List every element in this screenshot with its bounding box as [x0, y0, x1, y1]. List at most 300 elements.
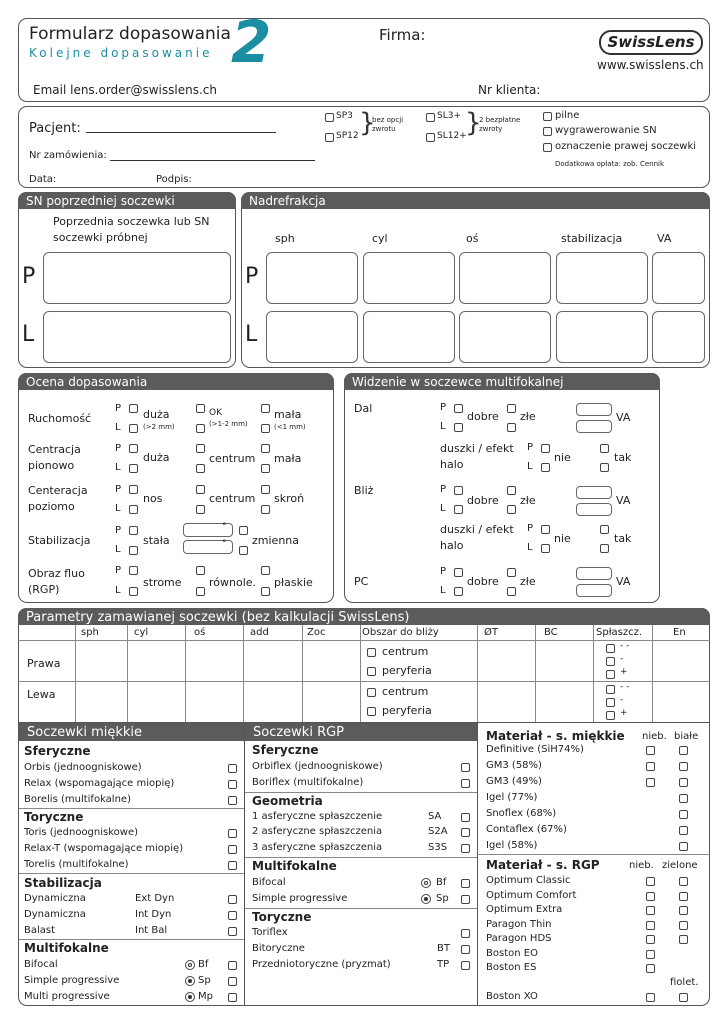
rown-label: równole.: [209, 576, 257, 589]
mat-s-col1: nieb.: [642, 731, 667, 742]
bliz-nie-p[interactable]: [541, 525, 550, 534]
nad-p-cyl[interactable]: [363, 252, 455, 304]
dal-dobre-p[interactable]: [454, 404, 463, 413]
divider: [477, 722, 478, 1006]
mat-r-item: Boston EO: [486, 948, 538, 959]
brace-icon: }: [465, 108, 482, 138]
dal-va-p-field[interactable]: [576, 403, 612, 416]
pilne-checkbox[interactable]: [543, 112, 552, 121]
col-en: En: [673, 627, 686, 638]
rgp-tor-2-code: BT: [437, 943, 450, 954]
duszki-label1: duszki / efekt: [440, 442, 514, 455]
col-sph: sph: [81, 627, 99, 638]
duszki-label2: halo: [440, 539, 464, 552]
mat-r-item: Paragon Thin: [486, 919, 552, 930]
miekkie-sfer-2: Relax (wspomagające miopię): [24, 778, 175, 789]
nad-l-cyl[interactable]: [363, 311, 455, 363]
params-header-line: [18, 640, 710, 641]
pacjent-label: Pacjent:: [29, 121, 81, 136]
zmienna-label: zmienna: [252, 534, 299, 547]
intbal-checkbox[interactable]: [228, 927, 237, 936]
toriflex-checkbox[interactable]: [461, 929, 470, 938]
ocena-title: Ocena dopasowania: [18, 373, 334, 390]
ok-sub: (>1-2 mm): [209, 420, 248, 428]
rgp-bifocal-checkbox[interactable]: [461, 879, 470, 888]
row-p: P: [527, 523, 534, 534]
dobre-label: dobre: [467, 410, 499, 423]
sp3-label: SP3: [336, 111, 353, 121]
rown-p-checkbox[interactable]: [196, 566, 205, 575]
cent-l-checkbox[interactable]: [129, 464, 138, 473]
row-l: L: [115, 544, 121, 555]
duza-label: duża: [143, 408, 170, 421]
divider: [477, 854, 710, 855]
bliz-tak-p[interactable]: [600, 525, 609, 534]
row-l: L: [115, 462, 121, 473]
row-p: P: [115, 443, 122, 454]
nos-label: nos: [143, 492, 163, 505]
sn-l-field[interactable]: [43, 311, 231, 363]
mat-s-biale-checkbox[interactable]: [679, 842, 688, 851]
mala-l-checkbox[interactable]: [261, 424, 270, 433]
spl-mm-label: - -: [620, 641, 630, 651]
mat-r-nieb-checkbox[interactable]: [646, 950, 655, 959]
cent-p-checkbox[interactable]: [129, 444, 138, 453]
col-line: [652, 625, 653, 723]
sn-desc2: soczewki próbnej: [53, 231, 148, 244]
params-row-line: [18, 681, 710, 682]
duza-sub: (>2 mm): [143, 423, 175, 431]
sn-l-label: L: [22, 322, 35, 347]
bt-checkbox[interactable]: [461, 945, 470, 954]
sp3-checkbox[interactable]: [325, 113, 334, 122]
dal-tak-l[interactable]: [600, 463, 609, 472]
row-l: L: [527, 461, 533, 472]
geo-2: 2 asferyczne spłaszczenia: [252, 826, 383, 837]
nr-zam-label: Nr zamówienia:: [29, 150, 107, 161]
prawa-centrum-checkbox[interactable]: [367, 648, 376, 657]
bliz-dobre-p[interactable]: [454, 486, 463, 495]
bliz-zle-l[interactable]: [507, 505, 516, 514]
va-label: VA: [616, 575, 631, 588]
mat-r-zielone-checkbox[interactable]: [679, 921, 688, 930]
extdyn-checkbox[interactable]: [228, 895, 237, 904]
form-subtitle: Kolejne dopasowanie: [29, 46, 213, 60]
toris-checkbox[interactable]: [228, 829, 237, 838]
nad-p-stab[interactable]: [556, 252, 648, 304]
mat-r-col3: fiolet.: [670, 977, 699, 988]
mat-s-biale-checkbox[interactable]: [679, 746, 688, 755]
mat-s-nieb-checkbox[interactable]: [646, 778, 655, 787]
zwroty-note: 2 bezpłatne zwroty: [479, 116, 521, 133]
rgp-multi-2-code: Sp: [436, 893, 449, 904]
rgp-tor-1: Toriflex: [252, 927, 288, 938]
col-line: [535, 625, 536, 723]
plaskie-p-checkbox[interactable]: [261, 566, 270, 575]
mat-r-nieb-checkbox[interactable]: [646, 921, 655, 930]
mat-r-item: Boston ES: [486, 962, 537, 973]
mat-s-biale-checkbox[interactable]: [679, 762, 688, 771]
obr-p-checkbox[interactable]: [129, 566, 138, 575]
pc-label: PC: [354, 575, 369, 588]
sl12-label: SL12+: [437, 131, 467, 141]
borelis-checkbox[interactable]: [228, 796, 237, 805]
mat-s-biale-checkbox[interactable]: [679, 826, 688, 835]
nad-l-label: L: [245, 322, 258, 347]
centrum-label: centrum: [382, 685, 429, 698]
pc-va-l-field[interactable]: [576, 584, 612, 597]
ok-l-checkbox[interactable]: [196, 424, 205, 433]
col-line: [75, 625, 76, 723]
cz-l-checkbox[interactable]: [129, 505, 138, 514]
mat-s-nieb-checkbox[interactable]: [646, 762, 655, 771]
mat-r-item: Optimum Comfort: [486, 890, 577, 901]
duza-label: duża: [143, 451, 170, 464]
lewa-label: Lewa: [27, 688, 56, 701]
lewa-spl-p[interactable]: [606, 711, 615, 720]
row-p: P: [115, 484, 122, 495]
spl-mm-label: - -: [620, 682, 630, 692]
intdyn-checkbox[interactable]: [228, 911, 237, 920]
row-l: L: [440, 421, 446, 432]
row-p: P: [440, 484, 447, 495]
duszki-label2: halo: [440, 458, 464, 471]
dal-nie-l[interactable]: [541, 463, 550, 472]
mat-r-nieb-checkbox[interactable]: [646, 935, 655, 944]
mala-label: mała: [274, 408, 302, 421]
rgp-tor-3-code: TP: [437, 959, 450, 970]
mat-s-col2: białe: [674, 731, 699, 742]
ok-p-checkbox[interactable]: [196, 404, 205, 413]
tak-label: tak: [614, 451, 632, 464]
col-line: [243, 625, 244, 723]
nie-label: nie: [554, 532, 571, 545]
sp12-checkbox[interactable]: [325, 133, 334, 142]
rgp-tor-2: Bitoryczne: [252, 943, 305, 954]
oznaczenie-checkbox[interactable]: [543, 143, 552, 152]
multi-3-code: Mp: [198, 991, 213, 1002]
dal-dobre-l[interactable]: [454, 423, 463, 432]
sl3-checkbox[interactable]: [426, 113, 435, 122]
col-line: [593, 625, 594, 723]
mat-s-item: Igel (58%): [486, 840, 538, 851]
zle-label: złe: [520, 410, 536, 423]
cent-label2: pionowo: [28, 459, 75, 472]
centrum-label: centrum: [382, 645, 429, 658]
stala-label: stała: [143, 534, 170, 547]
bliz-zle-p[interactable]: [507, 486, 516, 495]
miekkie-tor-heading: Toryczne: [24, 810, 84, 824]
lewa-peryferia-checkbox[interactable]: [367, 707, 376, 716]
col-os: oś: [194, 627, 206, 638]
divider: [19, 939, 244, 940]
orbiflex-checkbox[interactable]: [461, 763, 470, 772]
mat-s-biale-checkbox[interactable]: [679, 778, 688, 787]
mat-r-nieb-checkbox[interactable]: [646, 964, 655, 973]
mat-r-zielone-checkbox[interactable]: [679, 892, 688, 901]
rgp-tor-heading: Toryczne: [252, 910, 312, 924]
col-splaszcz: Spłaszcz.: [596, 627, 643, 638]
dal-va-l-field[interactable]: [576, 420, 612, 433]
pc-dobre-l[interactable]: [454, 587, 463, 596]
degree-sign: °: [222, 522, 227, 532]
mat-r-item: Boston XO: [486, 991, 538, 1002]
prawa-spl-m[interactable]: [606, 657, 615, 666]
miekkie-sfer-3: Borelis (multifokalne): [24, 794, 131, 805]
lewa-spl-m[interactable]: [606, 698, 615, 707]
bliz-dobre-l[interactable]: [454, 505, 463, 514]
mat-r-col1: nieb.: [629, 860, 654, 871]
bez-zwrotu: bez opcji zwrotu: [372, 116, 404, 133]
col-ot: ØT: [484, 627, 498, 638]
cz-p-checkbox[interactable]: [129, 485, 138, 494]
rgp-geo-heading: Geometria: [252, 794, 323, 808]
oplata-note: Dodatkowa opłata: zob. Cennik: [555, 160, 665, 168]
grawer-label: wygrawerowanie SN: [555, 125, 657, 136]
relax-checkbox[interactable]: [228, 780, 237, 789]
prawa-spl-mm[interactable]: [606, 644, 615, 653]
stab-1-code: Ext Dyn: [135, 893, 175, 904]
nad-l-stab[interactable]: [556, 311, 648, 363]
multi-1: Bifocal: [24, 959, 58, 970]
va-label: VA: [616, 411, 631, 424]
bliz-va-l-field[interactable]: [576, 503, 612, 516]
pc-va-p-field[interactable]: [576, 567, 612, 580]
mp-radio[interactable]: [185, 992, 195, 1002]
duszki-label1: duszki / efekt: [440, 523, 514, 536]
simple-prog-checkbox[interactable]: [228, 977, 237, 986]
pilne-label: pilne: [555, 110, 580, 121]
mat-s-item: Igel (77%): [486, 792, 538, 803]
s3s-checkbox[interactable]: [461, 844, 470, 853]
nad-l-os[interactable]: [459, 311, 551, 363]
mat-r-nieb-checkbox[interactable]: [646, 906, 655, 915]
zmienna-l-checkbox[interactable]: [239, 546, 248, 555]
prawa-peryferia-checkbox[interactable]: [367, 667, 376, 676]
boriflex-checkbox[interactable]: [461, 779, 470, 788]
bifocal-checkbox[interactable]: [228, 961, 237, 970]
form-title: Formularz dopasowania: [29, 24, 231, 44]
pc-zle-l[interactable]: [507, 587, 516, 596]
rgp-sfer-heading: Sferyczne: [252, 743, 319, 757]
rgp-tor-3: Przedniotoryczne (pryzmat): [252, 959, 391, 970]
spl-p-label: +: [620, 708, 628, 718]
col-bc: BC: [544, 627, 558, 638]
nad-p-va[interactable]: [652, 252, 705, 304]
stab-p-checkbox[interactable]: [129, 526, 138, 535]
nad-p-os[interactable]: [459, 252, 551, 304]
orbis-checkbox[interactable]: [228, 764, 237, 773]
mat-s-item: GM3 (49%): [486, 776, 542, 787]
rown-l-checkbox[interactable]: [196, 587, 205, 596]
stab-3: Balast: [24, 925, 56, 936]
nad-col-cyl: cyl: [372, 232, 388, 245]
row-l: L: [115, 422, 121, 433]
sp-radio[interactable]: [185, 976, 195, 986]
stab-l-checkbox[interactable]: [129, 546, 138, 555]
oznaczenie-label: oznaczenie prawej soczewki: [555, 141, 697, 152]
multi-2: Simple progressive: [24, 975, 120, 986]
rgp-bf-radio[interactable]: [421, 878, 431, 888]
multi-section: [344, 373, 660, 603]
row-l: L: [115, 585, 121, 596]
mat-r-zielone-checkbox[interactable]: [679, 906, 688, 915]
sp12-label: SP12: [336, 131, 359, 141]
geo-3-code: S3S: [428, 842, 448, 853]
col-line: [185, 625, 186, 723]
nie-label: nie: [554, 451, 571, 464]
mala2-l-checkbox[interactable]: [261, 464, 270, 473]
dobre-label: dobre: [467, 494, 499, 507]
dal-nie-p[interactable]: [541, 444, 550, 453]
mat-r-nieb-checkbox[interactable]: [646, 877, 655, 886]
form-number: 2: [231, 8, 272, 76]
stab-2-code: Int Dyn: [135, 909, 172, 920]
mat-s-item: Contaflex (67%): [486, 824, 567, 835]
nad-col-stab: stabilizacja: [561, 232, 623, 245]
params-title: Parametry zamawianej soczewki (bez kalkulacji SwissLens): [18, 608, 710, 625]
mala-p-checkbox[interactable]: [261, 404, 270, 413]
multi-2-code: Sp: [198, 975, 211, 986]
col-obszar: Obszar do bliży: [362, 627, 439, 638]
geo-2-code: S2A: [428, 826, 448, 837]
cz-label2: poziomo: [28, 500, 75, 513]
nad-l-va[interactable]: [652, 311, 705, 363]
centrum-p-checkbox[interactable]: [196, 444, 205, 453]
divider: [245, 792, 477, 793]
mat-r-zielone-checkbox[interactable]: [679, 935, 688, 944]
divider: [245, 908, 477, 909]
rgp-multi-heading: Multifokalne: [252, 859, 337, 873]
nad-l-sph[interactable]: [266, 311, 358, 363]
rgp-multi-2: Simple progressive: [252, 893, 348, 904]
mat-r-nieb-checkbox[interactable]: [646, 892, 655, 901]
pc-zle-p[interactable]: [507, 568, 516, 577]
row-l: L: [527, 542, 533, 553]
rgp-simple-checkbox[interactable]: [461, 895, 470, 904]
mat-r-nieb-checkbox[interactable]: [646, 993, 655, 1002]
bliz-nie-l[interactable]: [541, 544, 550, 553]
bliz-tak-l[interactable]: [600, 544, 609, 553]
stab-2: Dynamiczna: [24, 909, 86, 920]
plaskie-l-checkbox[interactable]: [261, 587, 270, 596]
mala2-p-checkbox[interactable]: [261, 444, 270, 453]
skron-label: skroń: [274, 492, 305, 505]
obr-label2: (RGP): [28, 583, 60, 596]
zle-label: złe: [520, 575, 536, 588]
row-l: L: [440, 503, 446, 514]
multi-3: Multi progressive: [24, 991, 110, 1002]
plaskie-label: płaskie: [274, 576, 313, 589]
pacjent-field[interactable]: [86, 132, 276, 133]
mat-s-item: GM3 (58%): [486, 760, 542, 771]
zmienna-p-checkbox[interactable]: [239, 526, 248, 535]
rgp-sp-radio[interactable]: [421, 894, 431, 904]
mat-s-title: Materiał - s. miękkie: [486, 729, 625, 743]
mat-r-item: Optimum Classic: [486, 875, 571, 886]
ruch-p-checkbox[interactable]: [129, 404, 138, 413]
mat-s-biale-checkbox[interactable]: [679, 794, 688, 803]
prawa-label: Prawa: [27, 657, 61, 670]
row-p: P: [115, 403, 122, 414]
sn-p-field[interactable]: [43, 252, 231, 304]
geo-1: 1 asferyczne spłaszczenie: [252, 811, 383, 822]
skron-l-checkbox[interactable]: [261, 505, 270, 514]
rgp-sfer-2: Boriflex (multifokalne): [252, 777, 364, 788]
row-p: P: [440, 566, 447, 577]
nad-col-va: VA: [657, 232, 672, 245]
prawa-spl-p[interactable]: [606, 670, 615, 679]
nad-p-sph[interactable]: [266, 252, 358, 304]
row-l: L: [440, 585, 446, 596]
stab-3-code: Int Bal: [135, 925, 168, 936]
dal-zle-l[interactable]: [507, 423, 516, 432]
peryferia-label: peryferia: [382, 704, 432, 717]
tp-checkbox[interactable]: [461, 961, 470, 970]
nad-p-label: P: [245, 264, 259, 289]
miekkie-stab-heading: Stabilizacja: [24, 876, 102, 890]
email: Email lens.order@swisslens.ch: [33, 83, 217, 97]
nr-zam-field[interactable]: [110, 160, 315, 161]
centrum-l-checkbox[interactable]: [196, 464, 205, 473]
sa-checkbox[interactable]: [461, 813, 470, 822]
s2a-checkbox[interactable]: [461, 828, 470, 837]
ruch-l-checkbox[interactable]: [129, 424, 138, 433]
pc-dobre-p[interactable]: [454, 568, 463, 577]
dal-zle-p[interactable]: [507, 404, 516, 413]
col-cyl: cyl: [134, 627, 149, 638]
mat-r-zielone-checkbox[interactable]: [679, 877, 688, 886]
sn-title: SN poprzedniej soczewki: [18, 192, 236, 209]
degree-sign: °: [222, 539, 227, 549]
cz-centrum-p-checkbox[interactable]: [196, 485, 205, 494]
row-p: P: [115, 565, 122, 576]
mat-s-nieb-checkbox[interactable]: [646, 746, 655, 755]
torelis-checkbox[interactable]: [228, 861, 237, 870]
bliz-va-p-field[interactable]: [576, 486, 612, 499]
mat-s-biale-checkbox[interactable]: [679, 810, 688, 819]
sn-p-label: P: [22, 264, 36, 289]
row-p: P: [115, 525, 122, 536]
bf-radio[interactable]: [185, 960, 195, 970]
mat-r-title: Materiał - s. RGP: [486, 858, 600, 872]
stab-label: Stabilizacja: [28, 534, 91, 547]
sl12-checkbox[interactable]: [426, 133, 435, 142]
skron-p-checkbox[interactable]: [261, 485, 270, 494]
miekkie-sfer-1: Orbis (jednoogniskowe): [24, 762, 142, 773]
dal-label: Dal: [354, 402, 373, 415]
obr-l-checkbox[interactable]: [129, 587, 138, 596]
dal-tak-p[interactable]: [600, 444, 609, 453]
grawer-checkbox[interactable]: [543, 127, 552, 136]
mat-r-zielone-checkbox[interactable]: [679, 993, 688, 1002]
mat-r-col2: zielone: [662, 860, 698, 871]
rgp-multi-1-code: Bf: [436, 877, 447, 888]
lewa-centrum-checkbox[interactable]: [367, 688, 376, 697]
lewa-spl-mm[interactable]: [606, 685, 615, 694]
cz-centrum-l-checkbox[interactable]: [196, 505, 205, 514]
va-label: VA: [616, 494, 631, 507]
sn-desc1: Poprzednia soczewka lub SN: [53, 215, 210, 228]
nad-title: Nadrefrakcja: [241, 192, 710, 209]
multi-prog-checkbox[interactable]: [228, 993, 237, 1002]
relaxt-checkbox[interactable]: [228, 845, 237, 854]
spl-m-label: -: [620, 654, 624, 664]
rgp-title: Soczewki RGP: [245, 723, 477, 741]
miekkie-tor-2: Relax-T (wspomagające miopię): [24, 843, 184, 854]
obr-label1: Obraz fluo: [28, 567, 85, 580]
geo-3: 3 asferyczne spłaszczenia: [252, 842, 383, 853]
